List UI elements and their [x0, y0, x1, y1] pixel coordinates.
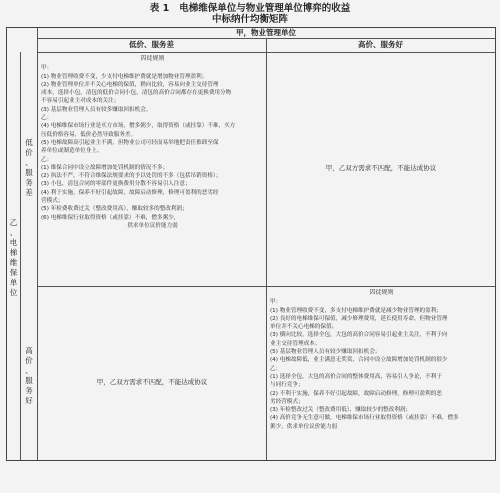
- cell-line: (3) 小包，清包合同的零部件更换费用分散不容易引人注意；: [41, 181, 191, 188]
- cell-line: (3) 基层物业管理人员有较多赚取回扣机会。: [41, 106, 152, 113]
- player-b-label: 乙 、 电 梯 维 保 单 位: [9, 218, 18, 297]
- cell-line: (4) 电梯故障低，业主满意无奖赏，合同中设立故障增加处罚机制的很少: [270, 357, 448, 364]
- cell-line: 压低价格容易，低价必然导致服务差。: [41, 131, 137, 138]
- cell-line: 业主交待管理成本；: [270, 340, 321, 347]
- cell-line: 营模式；: [41, 198, 64, 205]
- cell-line: 养单位或制造单位身上。: [41, 148, 103, 155]
- cell-line: (4) 电梯维保市场行业是买方市场，僧多粥少，取得资格（或挂靠）不难，买方: [41, 123, 236, 130]
- cell-low-low-title: 囚徒规则: [140, 55, 165, 62]
- cell-line: (3) 年检整改过关（整改费用低），赚取较少的整改利润；: [270, 407, 412, 414]
- cell-low-high: 甲，乙双方需求不匹配，不能达成协议: [325, 164, 437, 172]
- cell-high-high: [270, 289, 493, 459]
- payoff-matrix-table: [6, 27, 496, 461]
- cell-line: (5) 电梯故障高引起业主不满，但物业公司可轻而易举地把责任推卸至保: [41, 139, 219, 146]
- cell-line: (1) 维保合同中设立故障增加处罚机制的情况不多；: [41, 164, 169, 171]
- row-high-price-label: 高 价 、 服 务 好: [25, 346, 33, 405]
- cell-line: (4) 利于实施，保养不好引起故障，故障启动修理，修理可盈利的恶劣经: [41, 189, 219, 196]
- cell-line: (2) 良好的电梯维保可保值，减少修理费用，延长使用寿命，但物业管理: [270, 315, 448, 322]
- cell-line: (2) 执法不严，不符合维保法规要求的予以处罚的不多（包括吊销资格）；: [41, 173, 222, 180]
- cell-line: 粥少，供求单位议价能力弱: [270, 423, 338, 430]
- cell-line: (1) 物业管理收费不变，多支付电梯维护费就是减少物业管理的盈利；: [270, 307, 442, 314]
- cell-line: 不容易引起业主对成本的关注；: [41, 98, 120, 105]
- cell-high-high-title: 囚徒规则: [369, 289, 394, 296]
- cell-line: 乙：: [270, 365, 282, 372]
- cell-line: (3) 横向比较，选择全包，大包的高价合同容易引起业主关注，不利于向: [270, 332, 448, 339]
- cell-line: 供求单位议价能力弱: [127, 222, 178, 229]
- table-title-text: 电梯维保单位与物业管理单位博弈的收益: [179, 3, 351, 14]
- cell-high-low: 甲，乙双方需求不匹配，不能达成协议: [96, 378, 208, 386]
- column-high-price-header: 高价、服务好: [358, 40, 403, 49]
- cell-line: 甲：: [270, 299, 282, 306]
- cell-line: (2) 不利于实施，保养不好引起故障，故障启动修理，修理可盈利的恶: [270, 390, 442, 397]
- table-title-line2: 中标纳什均衡矩阵: [211, 14, 288, 25]
- column-low-price-header: 低价、服务差: [129, 40, 174, 49]
- cell-line: 成本，选择小包，清包的低价合同小包，清包的高价合同都存在更换费用分物: [41, 90, 232, 97]
- cell-line: (5) 年检费收费过关（整改费用高），赚取较多的整改利润；: [41, 206, 188, 213]
- cell-line: 与同行竞争；: [270, 382, 304, 389]
- cell-line: (1) 物业管理收费不变，少支付电梯维护费就是增加物业管理盈利；: [41, 73, 208, 80]
- cell-line: 甲：: [41, 65, 53, 72]
- cell-line: (1) 选择全包，大包的高价合同的整体费用高，容易引人争论，不利于: [270, 373, 442, 380]
- cell-line: 劣经营模式；: [270, 398, 304, 405]
- player-a-header: 甲，物业管理单位: [236, 28, 296, 37]
- row-low-price-label: 低 价 、 服 务 差: [25, 138, 33, 197]
- cell-line: (6) 电梯维保行业取得资格（或挂靠）不难，僧多粥少，: [41, 214, 180, 221]
- cell-line: (4) 高价竞争无生意可做，电梯维保市场行业取得资格（或挂靠）不难，僧多: [270, 415, 459, 422]
- cell-line: (5) 基层物业管理人员有较少赚取回扣机会；: [270, 349, 381, 356]
- cell-line: 乙：: [41, 115, 53, 122]
- cell-line: 单位并不关心电梯的保值；: [270, 324, 338, 331]
- cell-low-low: [41, 55, 264, 285]
- cell-line: 乙：: [41, 156, 53, 163]
- table-number: 表 1: [149, 3, 170, 14]
- cell-line: (2) 物业管理单位并不关心电梯的保值，稍向比较，容易向业主交待管理: [41, 81, 219, 88]
